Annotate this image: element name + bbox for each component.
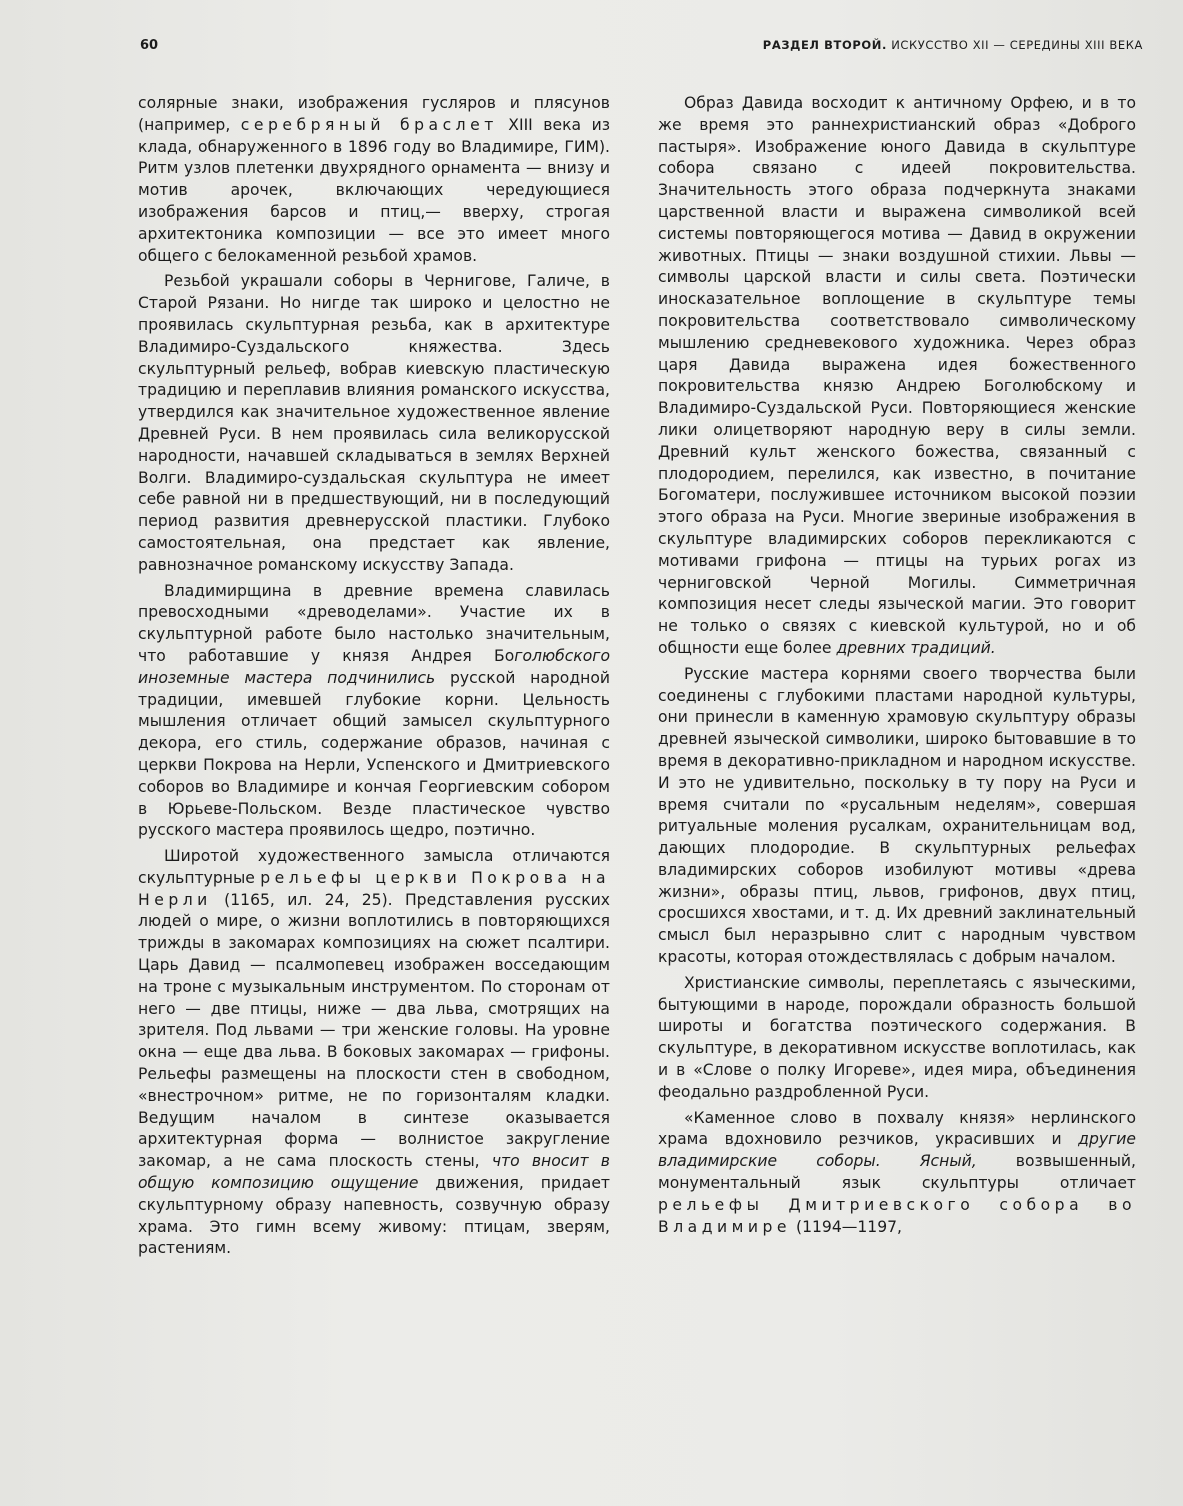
paragraph — [138, 93, 610, 267]
text-run: XIII века из клада, обнаруженного в 1896 году во Владимире, ГИМ). Ритм узлов плетенки двухрядного орнамента — внизу и мотив арочек, включающих чередующиеся изображения барсов и птиц,— вверху, строгая архитектоника композиции — все это имеет много общего с белокаменной резьбой храмов. — [138, 115, 610, 265]
text-run: «Каменное слово в похвалу князя» нерлинского храма вдохновило резчиков, украсивших и — [658, 1108, 1136, 1149]
page-number: 60 — [140, 38, 159, 53]
text-run: солярные знаки, изображения гусляров и плясунов (например, — [138, 94, 610, 134]
text-run: движения, придает скульптурному образу напевность, созвучную образу храма. Это гимн всему живому: птицам, зверям, растениям. — [138, 1174, 610, 1258]
left-column — [138, 93, 610, 1264]
page-header — [140, 38, 1143, 58]
text-run: возвышенный, монументальный язык скульптуры отличает — [658, 1152, 1136, 1193]
paragraph — [658, 93, 1136, 660]
text-run: Владимирщина в древние времена славилась превосходными «древоделами». Участие их в скульптурной работе было настолько значительным, что работавшие у князя Андрея Бо — [138, 581, 610, 665]
section-label: РАЗДЕЛ ВТОРОЙ. — [762, 38, 887, 52]
paragraph: Русские мастера корнями своего творчества были соединены с глубокими пластами народной культуры, они принесли в каменную храмовую скульптуру образы древней языческой символики, широко бытовавшие в то время в декоративно-прикладном и народном искусстве. И это не удивительно, поскольку в ту пору на Руси и время считали по «русальным неделям», совершая ритуальные моления русалкам, охранительницам вод, дающих плодородие. В скульптурных рельефах владимирских соборов изобилуют мотивы «древа жизни», образы птиц, львов, грифонов, двух птиц, сросшихся хвостами, и т. д. Их древний заклинательный смысл был неразрывно слит с народным чувством красоты, которая отождествлялась с добрым началом. — [658, 664, 1136, 967]
italic-text: другие владимирские соборы. Ясный, — [658, 1130, 1136, 1171]
paragraph — [658, 1108, 1136, 1239]
text-run: (1194—1197, — [791, 1217, 902, 1236]
spaced-text: серебряный браслет — [240, 115, 498, 134]
right-column — [658, 93, 1136, 1242]
italic-text: голюбского иноземные мастера подчинились — [138, 646, 610, 687]
paragraph — [138, 581, 610, 843]
text-run: (1165, ил. 24, 25). Представления русских людей о мире, о жизни воплотились в повторяющихся трижды в закомарах композициях на сюжет псалтири. Царь Давид — псалмопевец изображен восседающим на троне с музыкальным инструментом. По сторонам от него — две птицы, ниже — два льва, смотрящих на зрителя. Под львами — три женские головы. На уровне окна — еще два льва. В боковых закомарах — грифоны. Рельефы размещены на плоскости стен в свободном, «внестрочном» ритме, не по горизонталям кладки. Ведущим началом в синтезе оказывается архитектурная форма — волнистое закругление закомар, а не сама плоскость стены, — [138, 890, 610, 1171]
text-run: Широтой художественного замысла отличаются скульптурные — [138, 847, 610, 887]
running-head — [763, 38, 1143, 52]
italic-text: древних традиций. — [836, 638, 996, 657]
section-title: ИСКУССТВО XII — СЕРЕДИНЫ XIII ВЕКА — [891, 38, 1143, 52]
italic-text: что вносит в общую композицию ощущение — [138, 1152, 610, 1193]
paragraph: Христианские символы, переплетаясь с языческими, бытующими в народе, порождали образность большой широты и богатства поэтического содержания. В скульптуре, в декоративном искусстве воплотилась, как и в «Слове о полку Игореве», идея мира, объединения феодально раздробленной Руси. — [658, 973, 1136, 1101]
text-run: русской народной традиции, имевшей глубокие корни. Цельность мышления отличает общий замысел скульптурного декора, его стиль, содержание образов, начиная с церкви Покрова на Нерли, Успенского и Дмитриевского соборов во Владимире и кончая Георгиевским собором в Юрьеве-Польском. Везде пластическое чувство русского мастера проявилось щедро, поэтично. — [138, 668, 610, 840]
spaced-text: рельефы Дмитриевского собора во Владимире — [658, 1195, 1136, 1236]
paragraph — [138, 846, 610, 1260]
spaced-text: рельефы церкви Покрова на Нерли — [138, 868, 610, 909]
paragraph: Резьбой украшали соборы в Чернигове, Галиче, в Старой Рязани. Но нигде так широко и целостно не проявилась скульптурная резьба, как в архитектуре Владимиро-Суздальского княжества. Здесь скульптурный рельеф, вобрав киевскую пластическую традицию и переплавив влияния романского искусства, утвердился как значительное художественное явление Древней Руси. В нем проявилась сила великорусской народности, начавшей складываться в землях Верхней Волги. Владимиро-суздальская скульптура не имеет себе равной ни в предшествующий, ни в последующий период развития древнерусской пластики. Глубоко самостоятельная, она предстает как явление, равнозначное романскому искусству Запада. — [138, 272, 610, 574]
text-run: Образ Давида восходит к античному Орфею, и в то же время это раннехристианский образ «Доброго пастыря». Изображение юного Давида в скульптуре собора связано с идеей покровительства. Значительность этого образа подчеркнута знаками царственной власти и выражена символикой всей системы повторяющегося мотива — Давид в окружении животных. Птицы — знаки воздушной стихии. Львы — символы царской власти и силы света. Поэтически иносказательное воплощение в скульптуре темы покровительства соответствовало символическому мышлению средневекового художника. Через образ царя Давида выражена идея божественного покровительства князю Андрею Боголюбскому и Владимиро-Суздальской Руси. Повторяющиеся женские лики олицетворяют народную веру в силы земли. Древний культ женского божества, связанный с плодородием, перелился, как известно, в почитание Богоматери, послужившее источником высокой поэзии этого образа на Руси. Многие звериные изображения в скульптуре владимирских соборов перекликаются с мотивами грифона — птицы на турьих рогах из черниговской Черной Могилы. Симметричная композиция несет следы языческой магии. Это говорит не только о связях с киевской культурой, но и об общности еще более — [658, 94, 1136, 657]
